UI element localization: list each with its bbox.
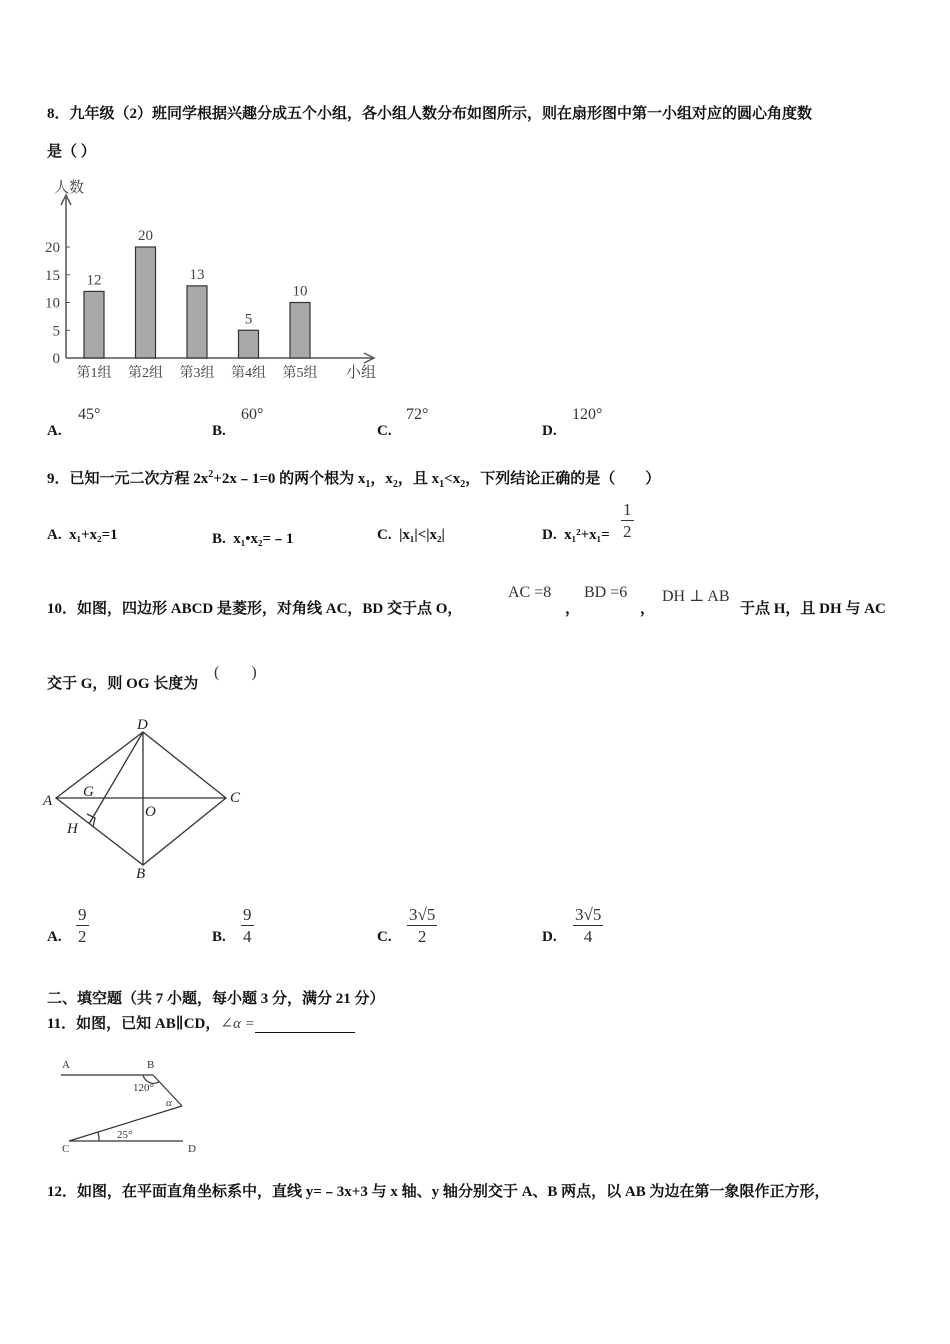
q10-option-c-label: C.	[377, 929, 392, 945]
bar-value-label: 5	[244, 311, 253, 328]
q9-stem: 9．已知一元二次方程 $2x^2+2x﹣1=0$ 的两个根为 $x_1$，$x_2$，且 $x_1<x_2$，下列结论正确的是（ ）	[47, 469, 661, 490]
section-2-title: 二、填空题（共 7 小题，每小题 3 分，满分 21 分）	[47, 991, 385, 1007]
q9-option-c: C. |x₁|<|x₂|	[377, 527, 445, 543]
label-d: D	[137, 717, 148, 733]
category-label: 第1组	[76, 366, 112, 381]
label-a: A	[62, 1059, 70, 1071]
bar-value-label: 20	[138, 228, 153, 244]
q8-option-d-label: D.	[542, 423, 557, 439]
q8-option-a-value: 45°	[78, 406, 101, 423]
q10-option-d-fraction: $\frac{3√5}{4}$	[575, 905, 602, 946]
y-tick-label: 20	[45, 240, 60, 256]
y-axis-label: 人数	[54, 180, 85, 196]
label-g: G	[83, 784, 94, 800]
bar	[84, 291, 104, 358]
parallel-lines-figure	[55, 1055, 215, 1155]
q8-option-b-label: B.	[212, 423, 226, 439]
q10-answer-paren: ( )	[214, 664, 257, 681]
angle-25-label: 25°	[117, 1129, 133, 1141]
label-d: D	[188, 1143, 196, 1155]
category-label: 第2组	[128, 366, 163, 381]
arc-25	[98, 1132, 99, 1141]
label-b: B	[147, 1059, 155, 1071]
q8-option-c-value: 72°	[406, 406, 429, 423]
q10-ac-eq: AC =8	[508, 584, 552, 601]
label-c: C	[62, 1143, 70, 1155]
bar	[136, 247, 156, 358]
label-b: B	[136, 866, 146, 882]
bar-value-label: 10	[292, 283, 308, 300]
q10-bd-eq: BD =6	[584, 584, 628, 601]
segment-dh	[89, 732, 143, 824]
bar-value-label: 13	[189, 266, 205, 283]
q10-perp: DH ⊥ AB	[662, 588, 730, 605]
q10-comma-1: ，	[565, 601, 581, 617]
label-o: O	[145, 804, 156, 820]
y-tick-label: 5	[52, 323, 60, 340]
q8-stem-line2: 是（ ）	[47, 144, 96, 160]
q10-option-d-label: D.	[542, 929, 557, 945]
category-label: 第3组	[179, 366, 215, 381]
q11-answer-blank[interactable]	[255, 1016, 355, 1033]
y-tick-label: 15	[45, 267, 60, 284]
q10-stem-part2: 于点 H，且 DH 与 AC	[740, 601, 886, 617]
q10-option-a-fraction: $\frac{9}{2}$	[78, 905, 87, 946]
q9-option-b: B. x₁•x₂=﹣1	[212, 531, 294, 547]
label-c: C	[230, 790, 241, 806]
q8-option-d-value: 120°	[572, 406, 603, 423]
rhombus-figure	[40, 715, 250, 885]
category-label: 第5组	[282, 366, 318, 381]
bar-chart	[40, 175, 390, 390]
q11-angle: ∠α =	[220, 1016, 255, 1032]
angle-120-label: 120°	[133, 1082, 154, 1094]
bar-value-label: 12	[86, 272, 102, 289]
q9-option-a: A. x₁+x₂=1	[47, 527, 118, 543]
label-a: A	[43, 793, 53, 809]
q10-stem-part3: 交于 G，则 OG 长度为	[47, 676, 199, 692]
q10-option-c-fraction: $\frac{3√5}{2}$	[409, 905, 436, 946]
q11-stem: 11．如图，已知 AB∥CD，∠α =	[47, 1012, 355, 1033]
label-h: H	[67, 821, 78, 837]
q10-option-b-label: B.	[212, 929, 226, 945]
q10-comma-2: ，	[640, 601, 656, 617]
q8-stem-line1: 8．九年级（2）班同学根据兴趣分成五个小组，各小组人数分布如图所示，则在扇形图中第一小组对应的圆心角度数	[47, 106, 813, 122]
q8-option-a-label: A.	[47, 423, 62, 439]
category-label: 第4组	[231, 366, 266, 381]
q10-option-b-fraction: $\frac{9}{4}$	[243, 905, 252, 946]
q10-stem-part1: 10．如图，四边形 ABCD 是菱形，对角线 AC，BD 交于点 O，	[47, 601, 463, 617]
y-tick-label: 0	[52, 351, 60, 367]
q10-option-a-label: A.	[47, 929, 62, 945]
q12-stem: 12．如图，在平面直角坐标系中，直线 y=﹣3x+3 与 x 轴、y 轴分别交于 A、B 两点，以 AB 为边在第一象限作正方形，	[47, 1184, 830, 1200]
alpha-label: α	[166, 1097, 172, 1109]
x-axis-label: 小组	[346, 365, 377, 381]
q9-option-d: D. x₁²+x₁=	[542, 527, 610, 543]
bar	[187, 286, 207, 358]
q8-option-c-label: C.	[377, 423, 392, 439]
q9-option-d-fraction: $\frac{1}{2}$	[623, 500, 632, 541]
bar	[239, 330, 259, 358]
q8-option-b-value: 60°	[241, 406, 264, 423]
bar	[290, 303, 310, 359]
y-tick-label: 10	[45, 295, 60, 312]
